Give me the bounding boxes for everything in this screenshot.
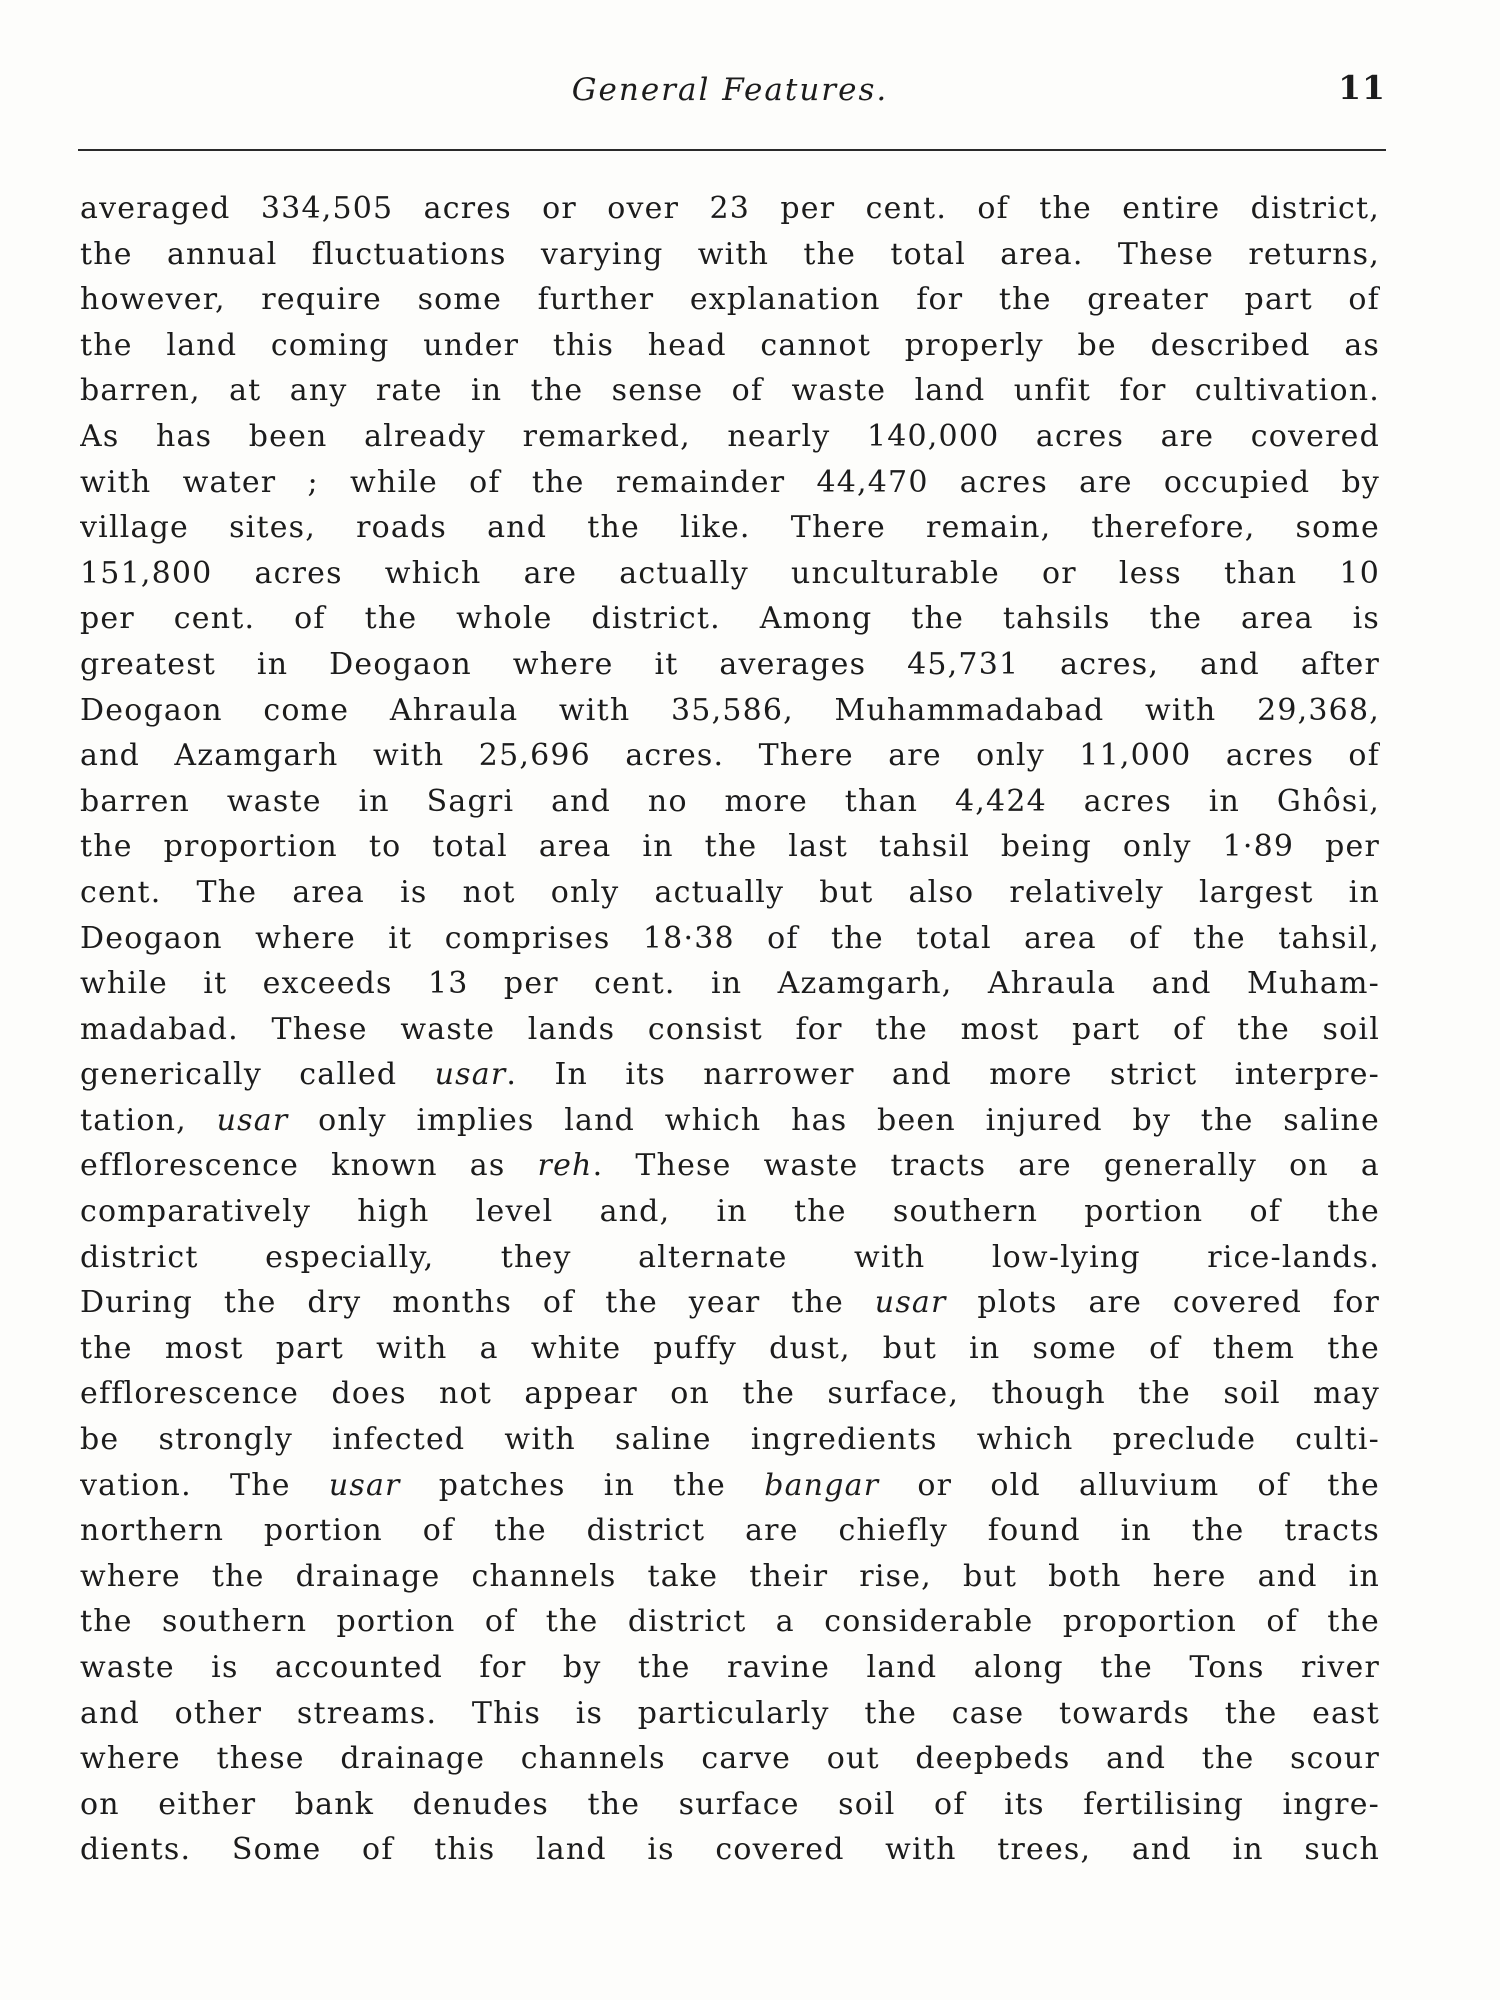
text-line: on either bank denudes the surface soil of its fertilising ingre-: [80, 1786, 1380, 1822]
text-line: northern portion of the district are chiefly found in the tracts: [80, 1513, 1380, 1549]
text-line: district especially, they alternate with low-lying rice-lands.: [80, 1239, 1380, 1275]
text-line: where these drainage channels carve out deepbeds and the scour: [80, 1741, 1380, 1777]
text-line: per cent. of the whole district. Among the tahsils the area is: [80, 601, 1380, 637]
text-line: while it exceeds 13 per cent. in Azamgarh, Ahraula and Muham-: [80, 966, 1380, 1002]
text-line: efflorescence does not appear on the surface, though the soil may: [80, 1376, 1380, 1412]
italic-term: usar: [874, 1285, 947, 1321]
italic-term: usar: [434, 1057, 507, 1093]
text-line: cent. The area is not only actually but also relatively largest in: [80, 874, 1380, 910]
text-line: 151,800 acres which are actually unculturable or less than 10: [80, 555, 1380, 591]
text-line: Deogaon where it comprises 18·38 of the total area of the tahsil,: [80, 920, 1380, 956]
text-line: dients. Some of this land is covered with trees, and in such: [80, 1832, 1380, 1868]
text-line: waste is accounted for by the ravine land along the Tons river: [80, 1650, 1380, 1685]
text-line: madabad. These waste lands consist for the most part of the soil: [80, 1011, 1380, 1047]
text-line: however, require some further explanation for the greater part of: [80, 282, 1380, 318]
italic-term: usar: [216, 1102, 289, 1138]
running-head: [80, 68, 1386, 118]
body-text: [80, 186, 1380, 1873]
text-line: the most part with a white puffy dust, but in some of them the: [80, 1330, 1380, 1366]
text-line: greatest in Deogaon where it averages 45,731 acres, and after: [80, 646, 1380, 682]
text-line: As has been already remarked, nearly 140,000 acres are covered: [80, 418, 1380, 454]
italic-term: usar: [328, 1467, 401, 1503]
text-line: comparatively high level and, in the southern portion of the: [80, 1194, 1380, 1230]
text-line: and Azamgarh with 25,696 acres. There are only 11,000 acres of: [80, 738, 1380, 774]
italic-term: reh: [537, 1148, 593, 1184]
text-line: the proportion to total area in the last tahsil being only 1·89 per: [80, 829, 1380, 865]
page-number: 11: [1338, 68, 1386, 107]
text-line: Deogaon come Ahraula with 35,586, Muhammadabad with 29,368,: [80, 692, 1380, 728]
text-line: be strongly infected with saline ingredients which preclude culti-: [80, 1422, 1380, 1458]
text-line: averaged 334,505 acres or over 23 per cent. of the entire district,: [80, 191, 1380, 226]
text-line: barren waste in Sagri and no more than 4,424 acres in Ghôsi,: [80, 783, 1380, 819]
text-line: vation. The usar patches in the bangar or old alluvium of the: [80, 1467, 1380, 1503]
text-line: the land coming under this head cannot properly be described as: [80, 327, 1380, 363]
text-line: the annual fluctuations varying with the total area. These returns,: [80, 236, 1380, 272]
text-line: tation, usar only implies land which has been injured by the saline: [80, 1102, 1380, 1138]
text-line: and other streams. This is particularly the case towards the east: [80, 1695, 1380, 1731]
running-title: General Features.: [571, 72, 889, 108]
text-line: the southern portion of the district a considerable proportion of the: [80, 1604, 1380, 1640]
text-line: barren, at any rate in the sense of waste land unfit for cultivation.: [80, 373, 1380, 409]
text-line: village sites, roads and the like. There remain, therefore, some: [80, 510, 1380, 546]
text-line: generically called usar. In its narrower and more strict interpre-: [80, 1057, 1380, 1093]
text-line: where the drainage channels take their rise, but both here and in: [80, 1558, 1380, 1594]
text-line: with water ; while of the remainder 44,470 acres are occupied by: [80, 464, 1380, 500]
italic-term: bangar: [764, 1467, 880, 1503]
text-line: During the dry months of the year the usar plots are covered for: [80, 1285, 1380, 1321]
header-rule: [78, 149, 1386, 151]
text-line: efflorescence known as reh. These waste tracts are generally on a: [80, 1148, 1380, 1184]
